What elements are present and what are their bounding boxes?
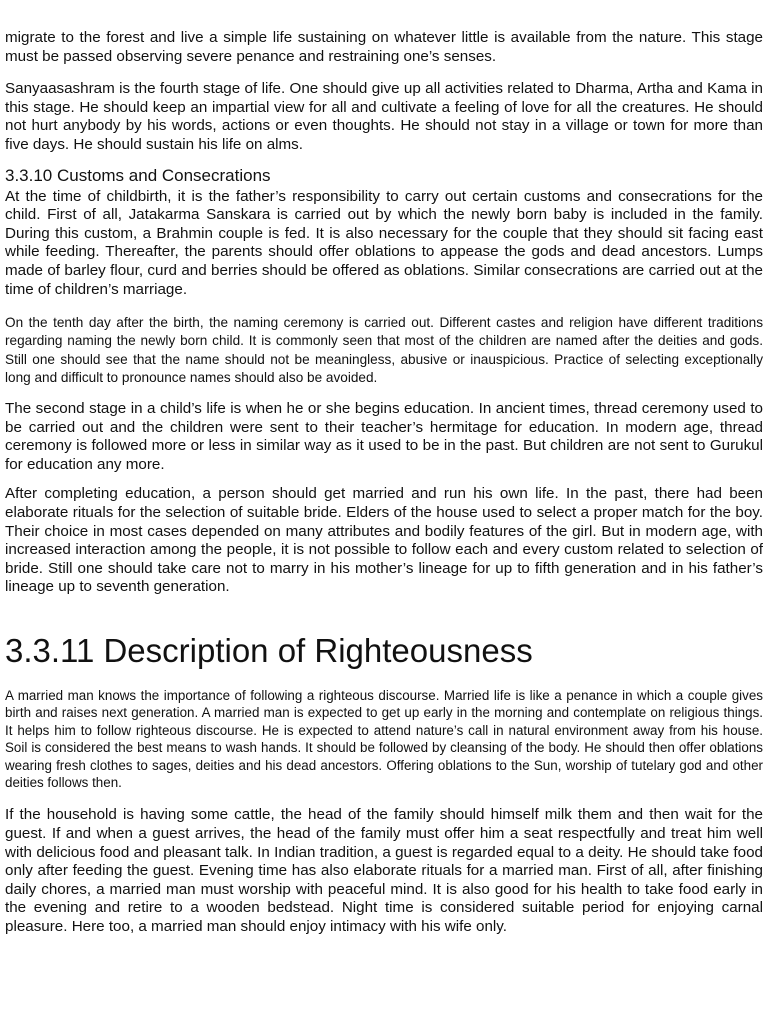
paragraph-childbirth: At the time of childbirth, it is the father’s responsibility to carry out certain customs and consecrations for the child. First of all, Jatakarma Sanskara is carried out by which the newly born baby is included in the family. During this custom, a Brahmin couple is fed. It is also necessary for the couple that they should sit facing east while feeding. Thereafter, the parents should offer oblations to appease the gods and dead ancestors. Lumps made of barley flour, curd and berries should be offered as oblations. Similar consecrations are carried out at the time of children’s marriage. xyxy=(5,187,763,298)
paragraph-education: The second stage in a child’s life is when he or she begins education. In ancient times, thread ceremony used to be carried out and the children were sent to their teacher’s hermitage for education. In modern age, thread ceremony is followed more or less in similar way as it used to be in the past. But children are not sent to Gurukul for education any more. xyxy=(5,399,763,473)
paragraph-married-man: A married man knows the importance of following a righteous discourse. Married life is like a penance in which a couple gives birth and raises next generation. A married man is expected to get up early in the morning and contemplate on religious things. It helps him to follow righteous discourse. He is expected to attend nature’s call in natural environment away from his house. Soil is considered the best means to wash hands. It should be followed by cleansing of the body. He should then offer oblations wearing fresh clothes to sages, deities and his dead ancestors. Offering oblations to the Sun, worship of tutelary god and other deities follows then. xyxy=(5,687,763,790)
section-heading-customs: 3.3.10 Customs and Consecrations xyxy=(5,165,271,185)
paragraph-sanyaasashram: Sanyaasashram is the fourth stage of life. One should give up all activities related to Dharma, Artha and Kama in this stage. He should keep an impartial view for all and cultivate a feeling of love for all the creatures. He should not hurt anybody by his words, actions or even thoughts. He should not stay in a village or town for more than five days. He should sustain his life on alms. xyxy=(5,80,763,153)
paragraph-forest-stage: migrate to the forest and live a simple life sustaining on whatever little is available from the nature. This stage must be passed observing severe penance and restraining one’s senses. xyxy=(5,29,763,65)
paragraph-naming-ceremony: On the tenth day after the birth, the naming ceremony is carried out. Different castes and religion have different traditions regarding naming the newly born child. It is commonly seen that most of the children are named after the deities and gods. Still one should see that the name should not be meaningless, abusive or inauspicious. Practice of selecting exceptionally long and difficult to pronounce names should also be avoided. xyxy=(5,315,763,385)
paragraph-household: If the household is having some cattle, the head of the family should himself milk them and then wait for the guest. If and when a guest arrives, the head of the family must offer him a seat respectfully and treat him well with delicious food and pleasant talk. In Indian tradition, a guest is regarded equal to a deity. He should take food only after feeding the guest. Evening time has also elaborate rituals for a married man. First of all, after finishing daily chores, a married man must worship with peaceful mind. It is also good for his health to take food early in the evening and retire to a wooden bedstead. Night time is considered suitable period for enjoying carnal pleasure. Here too, a married man should enjoy intimacy with his wife only. xyxy=(5,806,763,935)
paragraph-marriage: After completing education, a person should get married and run his own life. In the past, there had been elaborate rituals for the selection of suitable bride. Elders of the house used to select a proper match for the boy. Their choice in most cases depended on many attributes and bodily features of the girl. But in modern age, with increased interaction among the people, it is not possible to follow each and every custom related to selection of bride. Still one should take care not to marry in his mother’s lineage for up to fifth generation and in his father’s lineage up to seventh generation. xyxy=(5,485,763,596)
section-heading-righteousness: 3.3.11 Description of Righteousness xyxy=(5,631,533,669)
